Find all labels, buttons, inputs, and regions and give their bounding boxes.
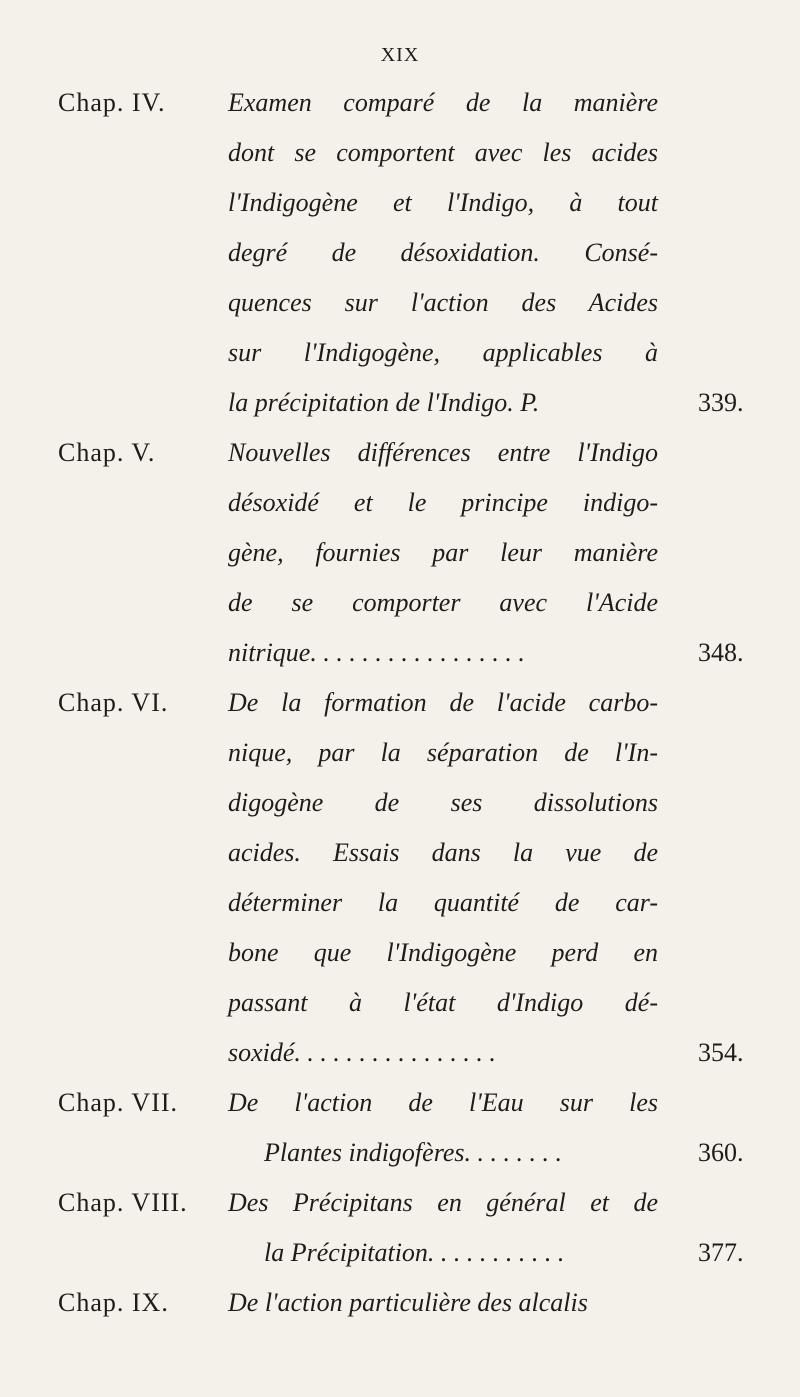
entry-line: quences sur l'action des Acides bbox=[228, 288, 658, 317]
entry-line: gène, fournies par leur manière bbox=[228, 538, 658, 567]
entry-line: digogène de ses dissolutions bbox=[228, 788, 658, 817]
entry-line: soxidé. . . . . . . . . . . . . . . . bbox=[228, 1038, 496, 1067]
chapter-label: Chap. VI. bbox=[58, 688, 169, 717]
chapter-label: Chap. VII. bbox=[58, 1088, 179, 1117]
entry-line: la précipitation de l'Indigo. P. bbox=[228, 388, 540, 417]
toc-entry-vi bbox=[58, 678, 758, 1078]
chapter-label: Chap. IV. bbox=[58, 88, 166, 117]
entry-line: désoxidé et le principe indigo- bbox=[228, 488, 658, 517]
entry-line: l'Indigogène et l'Indigo, à tout bbox=[228, 188, 658, 217]
entry-title bbox=[228, 428, 658, 678]
entry-line: sur l'Indigogène, applicables à bbox=[228, 338, 658, 367]
entry-line: bone que l'Indigogène perd en bbox=[228, 938, 658, 967]
entry-line: De l'action particulière des alcalis bbox=[228, 1288, 588, 1317]
entry-line: Nouvelles différences entre l'Indigo bbox=[228, 438, 658, 467]
entry-line: degré de désoxidation. Consé- bbox=[228, 238, 658, 267]
entry-line: nitrique. . . . . . . . . . . . . . . . . bbox=[228, 638, 525, 667]
chapter-label: Chap. IX. bbox=[58, 1288, 169, 1317]
toc-entry-iv bbox=[58, 78, 758, 428]
toc-entry-ix bbox=[58, 1278, 758, 1328]
entry-title bbox=[228, 1078, 658, 1178]
entry-line: la Précipitation. . . . . . . . . . . bbox=[264, 1238, 565, 1267]
entry-line: dont se comportent avec les acides bbox=[228, 138, 658, 167]
entry-line: acides. Essais dans la vue de bbox=[228, 838, 658, 867]
page-number: XIX bbox=[380, 44, 420, 66]
toc-entry-v bbox=[58, 428, 758, 678]
entry-title bbox=[228, 1278, 658, 1328]
entry-line: De l'action de l'Eau sur les bbox=[228, 1088, 658, 1117]
entry-line: De la formation de l'acide carbo- bbox=[228, 688, 658, 717]
page-reference: 348. bbox=[698, 638, 744, 667]
page-reference: 354. bbox=[698, 1038, 744, 1067]
entry-line: nique, par la séparation de l'In- bbox=[228, 738, 658, 767]
entry-line: de se comporter avec l'Acide bbox=[228, 588, 658, 617]
entry-title bbox=[228, 1178, 658, 1278]
entry-line: passant à l'état d'Indigo dé- bbox=[228, 988, 658, 1017]
chapter-label: Chap. VIII. bbox=[58, 1188, 188, 1217]
page-reference: 339. bbox=[698, 388, 744, 417]
page-reference: 360. bbox=[698, 1138, 744, 1167]
entry-line: Examen comparé de la manière bbox=[228, 88, 658, 117]
entry-title bbox=[228, 78, 658, 428]
entry-line: Des Précipitans en général et de bbox=[228, 1188, 658, 1217]
page-reference: 377. bbox=[698, 1238, 744, 1267]
entry-line: déterminer la quantité de car- bbox=[228, 888, 658, 917]
toc-entry-vii bbox=[58, 1078, 758, 1178]
toc-entry-viii bbox=[58, 1178, 758, 1278]
entry-line: Plantes indigofères. . . . . . . . bbox=[264, 1138, 563, 1167]
table-of-contents bbox=[58, 78, 758, 1328]
entry-title bbox=[228, 678, 658, 1078]
chapter-label: Chap. V. bbox=[58, 438, 156, 467]
